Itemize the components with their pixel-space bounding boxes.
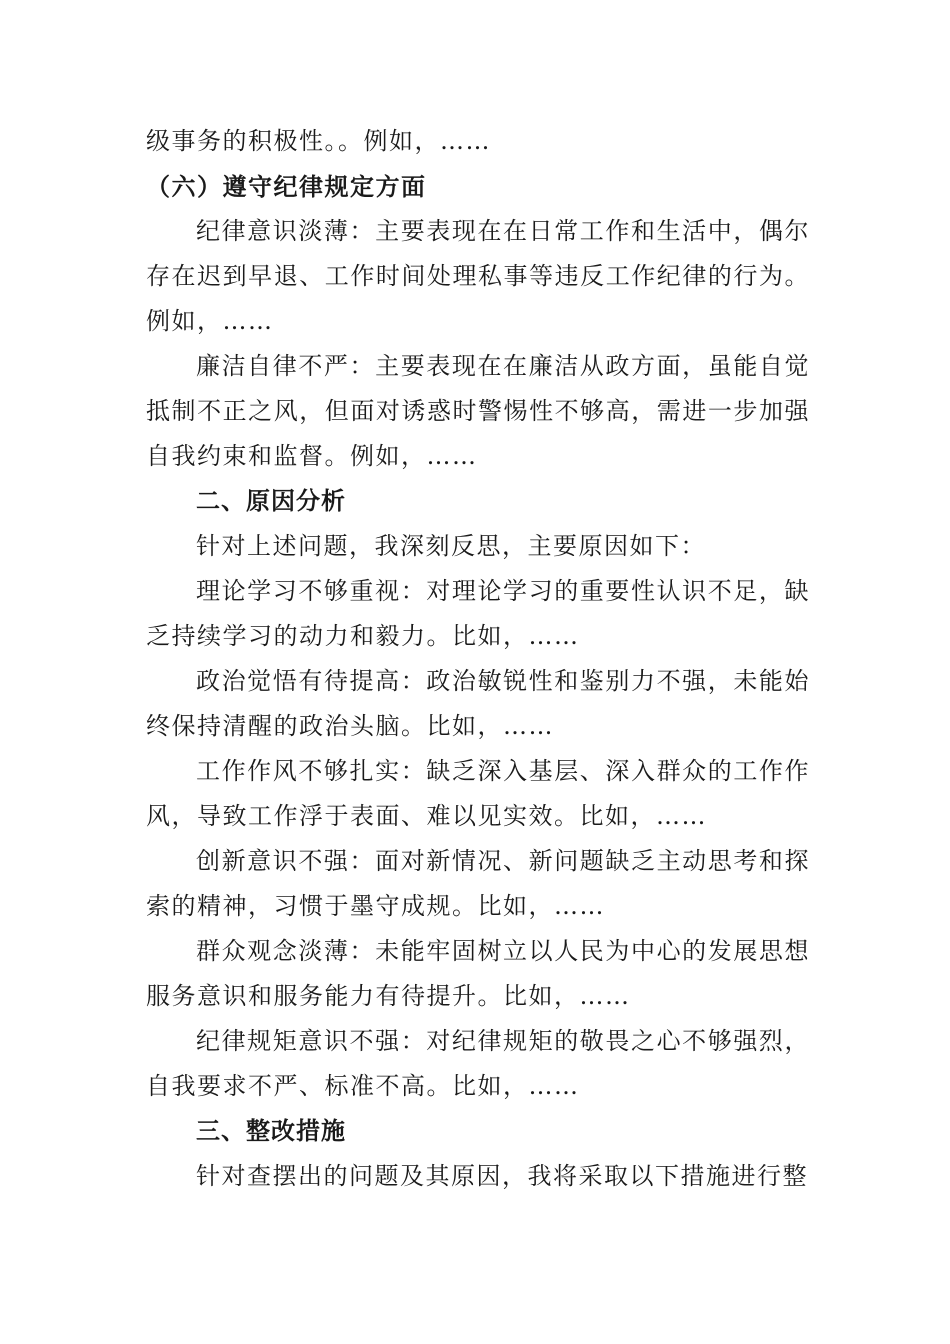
heading-cause-analysis: 二、原因分析 bbox=[196, 487, 346, 515]
paragraph-political-awareness: 政治觉悟有待提高：政治敏锐性和鉴别力不强，未能始终保持清醒的政治头脑。比如，…… bbox=[146, 667, 810, 740]
paragraph-discipline-awareness: 纪律意识淡薄：主要表现在在日常工作和生活中，偶尔存在迟到早退、工作时间处理私事等违反工作纪律的行为。例如，…… bbox=[146, 217, 810, 335]
document-body bbox=[146, 119, 810, 1199]
paragraph-theory-study: 理论学习不够重视：对理论学习的重要性认识不足，缺乏持续学习的动力和毅力。比如，…… bbox=[146, 577, 810, 650]
heading-rectification: 三、整改措施 bbox=[196, 1117, 346, 1145]
paragraph-continuation: 级事务的积极性。。例如，…… bbox=[146, 127, 491, 155]
subheading-discipline: （六）遵守纪律规定方面 bbox=[146, 172, 427, 201]
paragraph-integrity: 廉洁自律不严：主要表现在在廉洁从政方面，虽能自觉抵制不正之风，但面对诱惑时警惕性不够高，需进一步加强自我约束和监督。例如，…… bbox=[146, 352, 810, 470]
paragraph-rules-awareness: 纪律规矩意识不强：对纪律规矩的敬畏之心不够强烈，自我要求不严、标准不高。比如，…… bbox=[146, 1027, 810, 1100]
paragraph-work-style: 工作作风不够扎实：缺乏深入基层、深入群众的工作作风，导致工作浮于表面、难以见实效。比如，…… bbox=[146, 757, 810, 830]
paragraph-mass-concept: 群众观念淡薄：未能牢固树立以人民为中心的发展思想服务意识和服务能力有待提升。比如，…… bbox=[146, 937, 810, 1010]
paragraph-rectification-intro: 针对查摆出的问题及其原因，我将采取以下措施进行整 bbox=[196, 1162, 808, 1190]
paragraph-reflection: 针对上述问题，我深刻反思，主要原因如下： bbox=[196, 532, 706, 560]
paragraph-innovation: 创新意识不强：面对新情况、新问题缺乏主动思考和探索的精神，习惯于墨守成规。比如，…… bbox=[146, 847, 810, 920]
